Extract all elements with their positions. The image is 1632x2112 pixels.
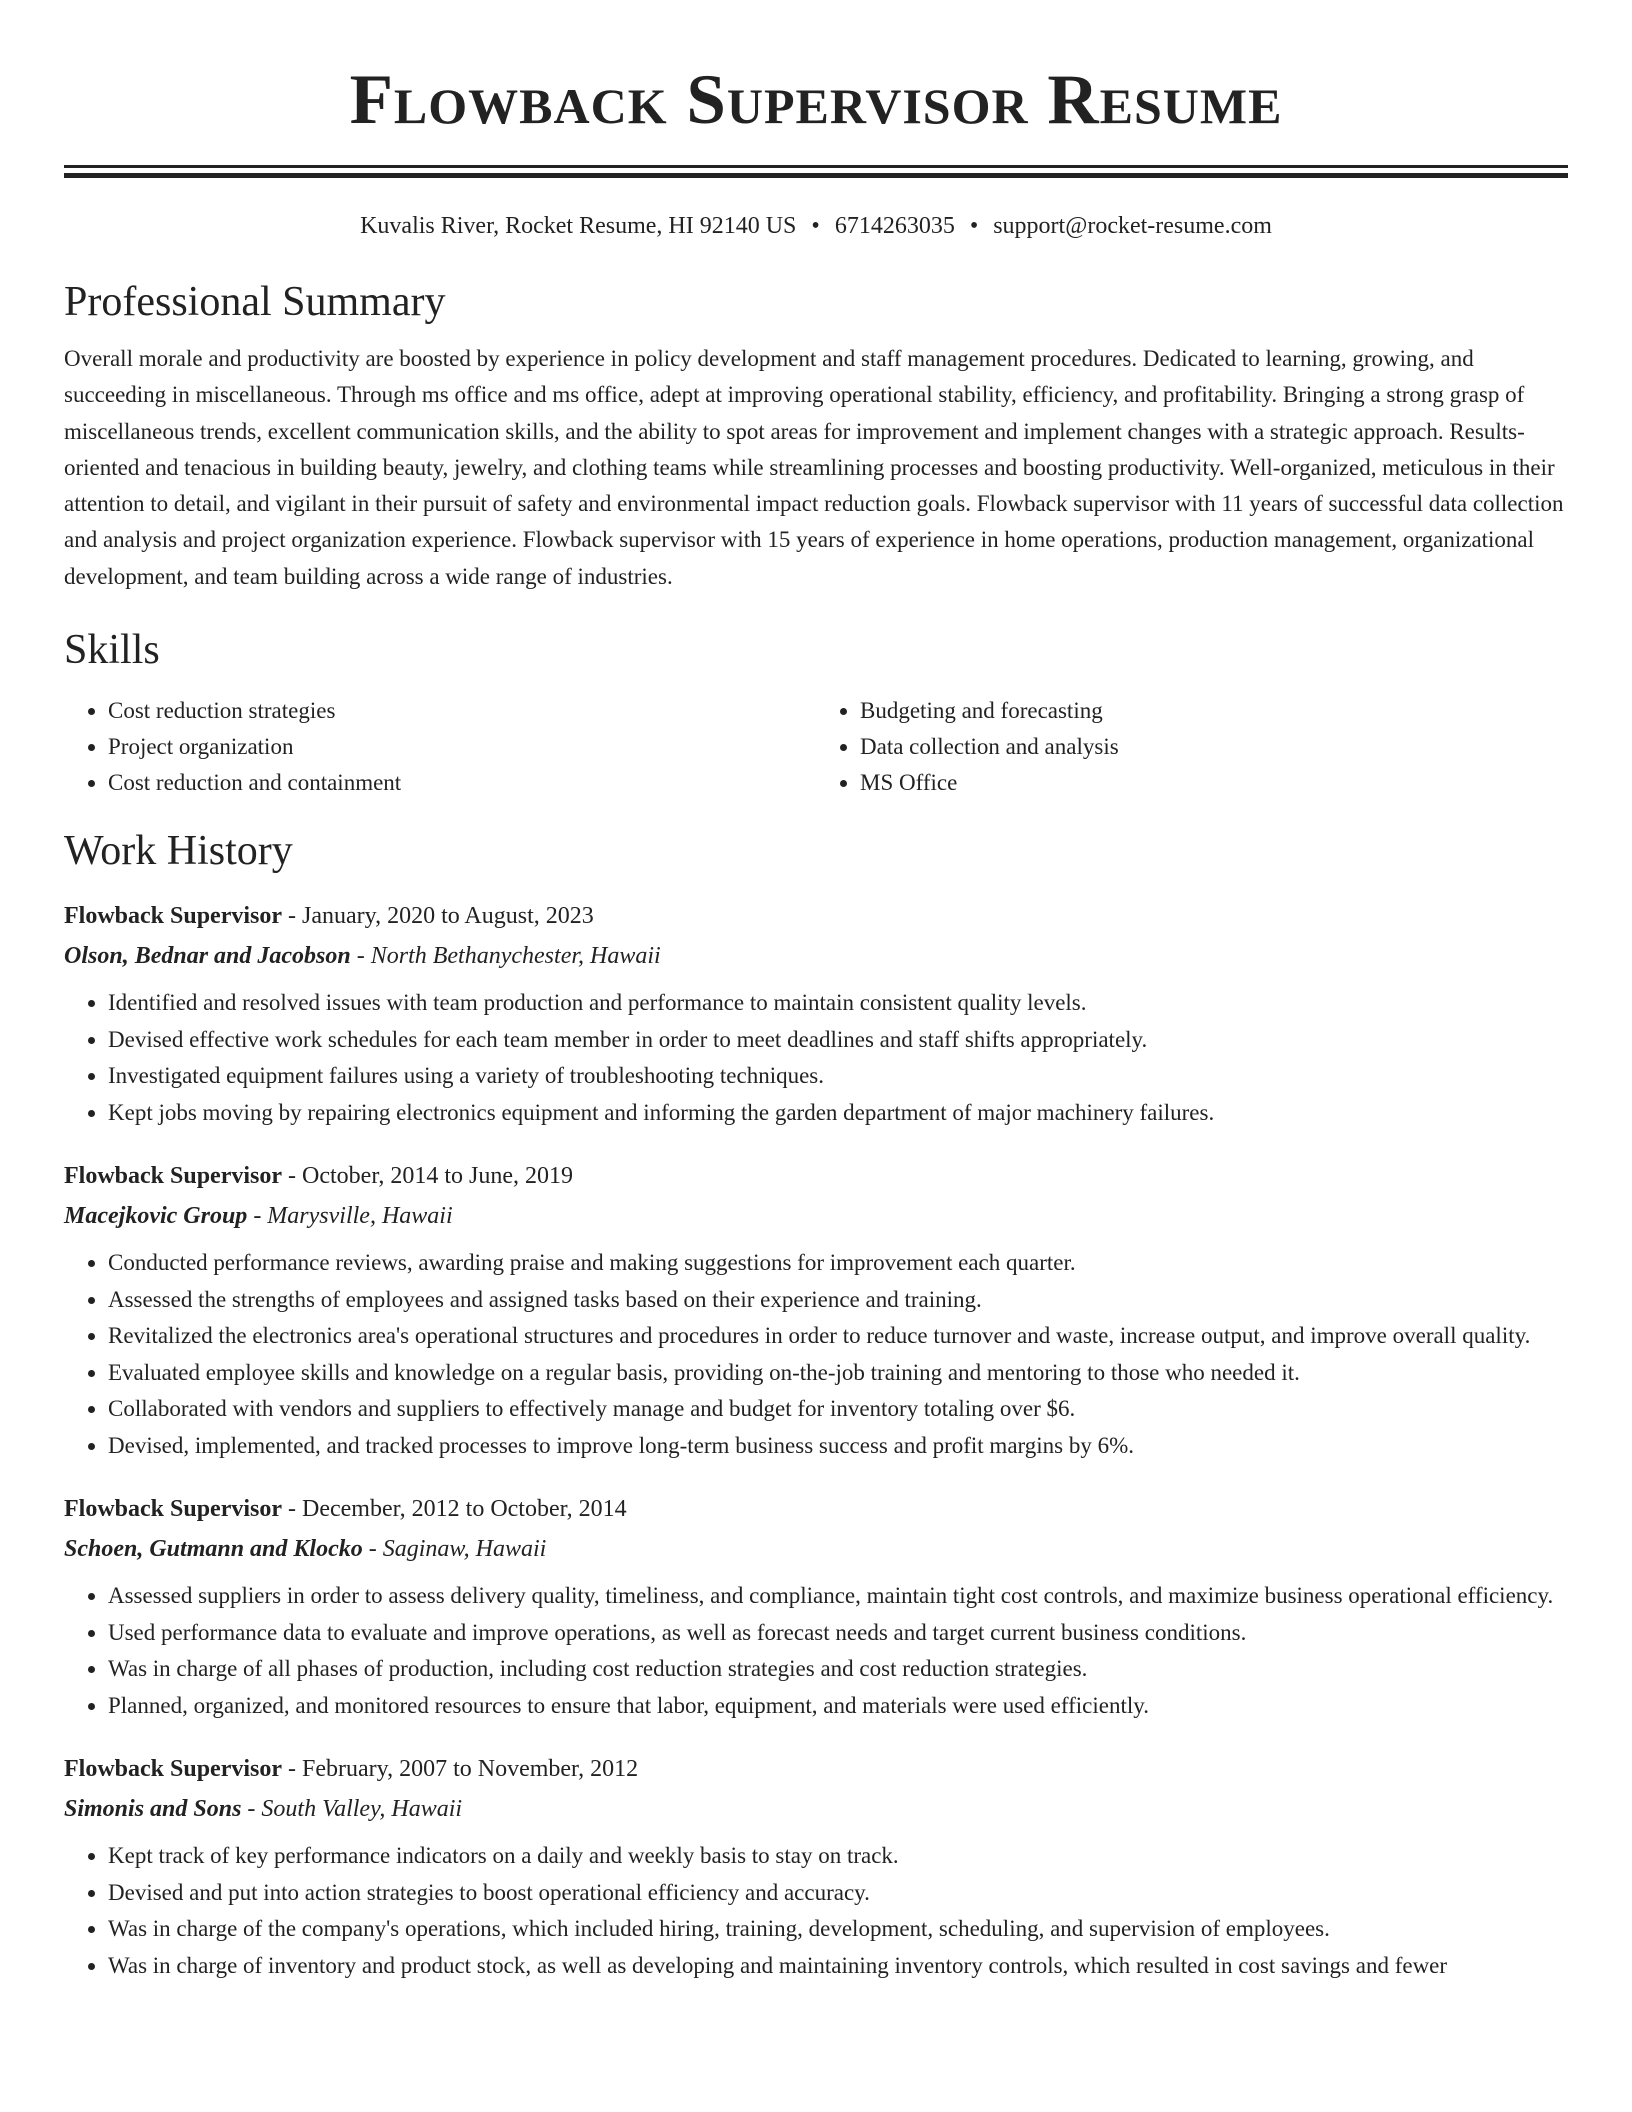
job-bullet: • Evaluated employee skills and knowledge on a regular basis, providing on-the-job training and mentoring to those who needed it. xyxy=(108,1355,1568,1392)
job-bullets xyxy=(64,1838,1568,1984)
summary-heading: Professional Summary xyxy=(64,279,446,325)
skill-item: • Data collection and analysis xyxy=(860,729,1568,765)
job-entry xyxy=(64,1157,1568,1464)
skill-item: • MS Office xyxy=(860,765,1568,801)
skill-item: • Cost reduction and containment xyxy=(108,765,816,801)
title-double-rule xyxy=(64,165,1568,178)
job-location: - North Bethanychester, Hawaii xyxy=(350,943,661,970)
job-entry xyxy=(64,1490,1568,1724)
contact-separator: • xyxy=(969,213,979,239)
job-title: Flowback Supervisor xyxy=(64,1496,283,1523)
skills-list xyxy=(64,693,1568,801)
job-title-line xyxy=(64,1750,1568,1789)
contact-line xyxy=(64,209,1568,243)
job-bullets xyxy=(64,985,1568,1131)
job-dates: - February, 2007 to November, 2012 xyxy=(282,1756,639,1783)
skill-item: • Project organization xyxy=(108,729,816,765)
job-bullet: • Collaborated with vendors and suppliers to effectively manage and budget for inventory totaling over $6. xyxy=(108,1391,1568,1428)
job-company: Schoen, Gutmann and Klocko xyxy=(64,1536,363,1563)
job-bullet: • Conducted performance reviews, awarding praise and making suggestions for improvement each quarter. xyxy=(108,1245,1568,1282)
skill-item: • Budgeting and forecasting xyxy=(860,693,1568,729)
job-bullet: • Investigated equipment failures using a variety of troubleshooting techniques. xyxy=(108,1058,1568,1095)
work-history-heading: Work History xyxy=(64,828,293,875)
skills-column-left xyxy=(64,693,816,801)
job-dates: - January, 2020 to August, 2023 xyxy=(282,903,594,930)
job-company: Simonis and Sons xyxy=(64,1796,242,1823)
job-entry xyxy=(64,897,1568,1131)
job-bullets xyxy=(64,1245,1568,1464)
contact-address: Kuvalis River, Rocket Resume, HI 92140 US xyxy=(360,213,797,239)
job-bullet: • Devised effective work schedules for each team member in order to meet deadlines and staff shifts appropriately. xyxy=(108,1022,1568,1059)
job-dates: - October, 2014 to June, 2019 xyxy=(282,1163,574,1190)
summary-text: Overall morale and productivity are boosted by experience in policy development and staff management procedures. Dedicated to learning, growing, and succeeding in miscellaneous. Through ms office and ms office, adept at improving operational stability, efficiency, and profitability. Bringing a strong grasp of miscellaneous trends, excellent communication skills, and the ability to spot areas for improvement and implement changes with a strategic approach. Results-oriented and tenacious in building beauty, jewelry, and clothing teams while streamlining processes and boosting productivity. Well-organized, meticulous in their attention to detail, and vigilant in their pursuit of safety and environmental impact reduction goals. Flowback supervisor with 11 years of successful data collection and analysis and project organization experience. Flowback supervisor with 15 years of experience in home operations, production management, organizational development, and team building across a wide range of industries. xyxy=(64,346,1564,589)
contact-email: support@rocket-resume.com xyxy=(993,213,1272,239)
job-bullet: • Assessed the strengths of employees and assigned tasks based on their experience and training. xyxy=(108,1282,1568,1319)
job-company: Macejkovic Group xyxy=(64,1203,248,1230)
job-bullet: • Was in charge of the company's operations, which included hiring, training, development, scheduling, and supervision of employees. xyxy=(108,1911,1568,1948)
job-company: Olson, Bednar and Jacobson xyxy=(64,943,351,970)
job-title-line xyxy=(64,897,1568,936)
contact-phone: 6714263035 xyxy=(834,213,955,239)
job-bullet: • Was in charge of inventory and product stock, as well as developing and maintaining inventory controls, which resulted in cost savings and fewer xyxy=(108,1948,1568,1985)
job-bullet: • Devised, implemented, and tracked processes to improve long-term business success and profit margins by 6%. xyxy=(108,1428,1568,1465)
job-title: Flowback Supervisor xyxy=(64,1163,283,1190)
job-bullet: • Was in charge of all phases of production, including cost reduction strategies and cost reduction strategies. xyxy=(108,1651,1568,1688)
job-dates: - December, 2012 to October, 2014 xyxy=(282,1496,627,1523)
job-bullet: • Identified and resolved issues with team production and performance to maintain consistent quality levels. xyxy=(108,985,1568,1022)
job-title: Flowback Supervisor xyxy=(64,1756,283,1783)
job-bullet: • Kept jobs moving by repairing electronics equipment and informing the garden department of major machinery failures. xyxy=(108,1095,1568,1132)
job-bullet: • Revitalized the electronics area's operational structures and procedures in order to reduce turnover and waste, increase output, and improve overall quality. xyxy=(108,1318,1568,1355)
skill-item: • Cost reduction strategies xyxy=(108,693,816,729)
contact-separator: • xyxy=(811,213,820,239)
job-location: - Saginaw, Hawaii xyxy=(362,1536,547,1563)
job-location: - South Valley, Hawaii xyxy=(241,1796,463,1823)
job-company-line xyxy=(64,936,1568,976)
job-location: - Marysville, Hawaii xyxy=(247,1203,453,1230)
job-bullet: • Devised and put into action strategies to boost operational efficiency and accuracy. xyxy=(108,1875,1568,1912)
job-bullet: • Planned, organized, and monitored resources to ensure that labor, equipment, and materials were used efficiently. xyxy=(108,1688,1568,1725)
job-bullet: • Assessed suppliers in order to assess delivery quality, timeliness, and compliance, maintain tight cost controls, and maximize business operational efficiency. xyxy=(108,1578,1568,1615)
job-title: Flowback Supervisor xyxy=(64,903,283,930)
job-bullet: • Kept track of key performance indicators on a daily and weekly basis to stay on track. xyxy=(108,1838,1568,1875)
job-company-line xyxy=(64,1789,1568,1829)
job-title-line xyxy=(64,1490,1568,1529)
skills-heading: Skills xyxy=(64,627,160,674)
skills-column-right xyxy=(816,693,1568,801)
job-entry xyxy=(64,1750,1568,1984)
job-title-line xyxy=(64,1157,1568,1196)
resume-title: Flowback Supervisor Resume xyxy=(349,61,1283,139)
job-company-line xyxy=(64,1196,1568,1236)
job-company-line xyxy=(64,1529,1568,1569)
resume-page xyxy=(64,0,1568,1984)
job-bullet: • Used performance data to evaluate and improve operations, as well as forecast needs and target current business conditions. xyxy=(108,1615,1568,1652)
job-bullets xyxy=(64,1578,1568,1724)
